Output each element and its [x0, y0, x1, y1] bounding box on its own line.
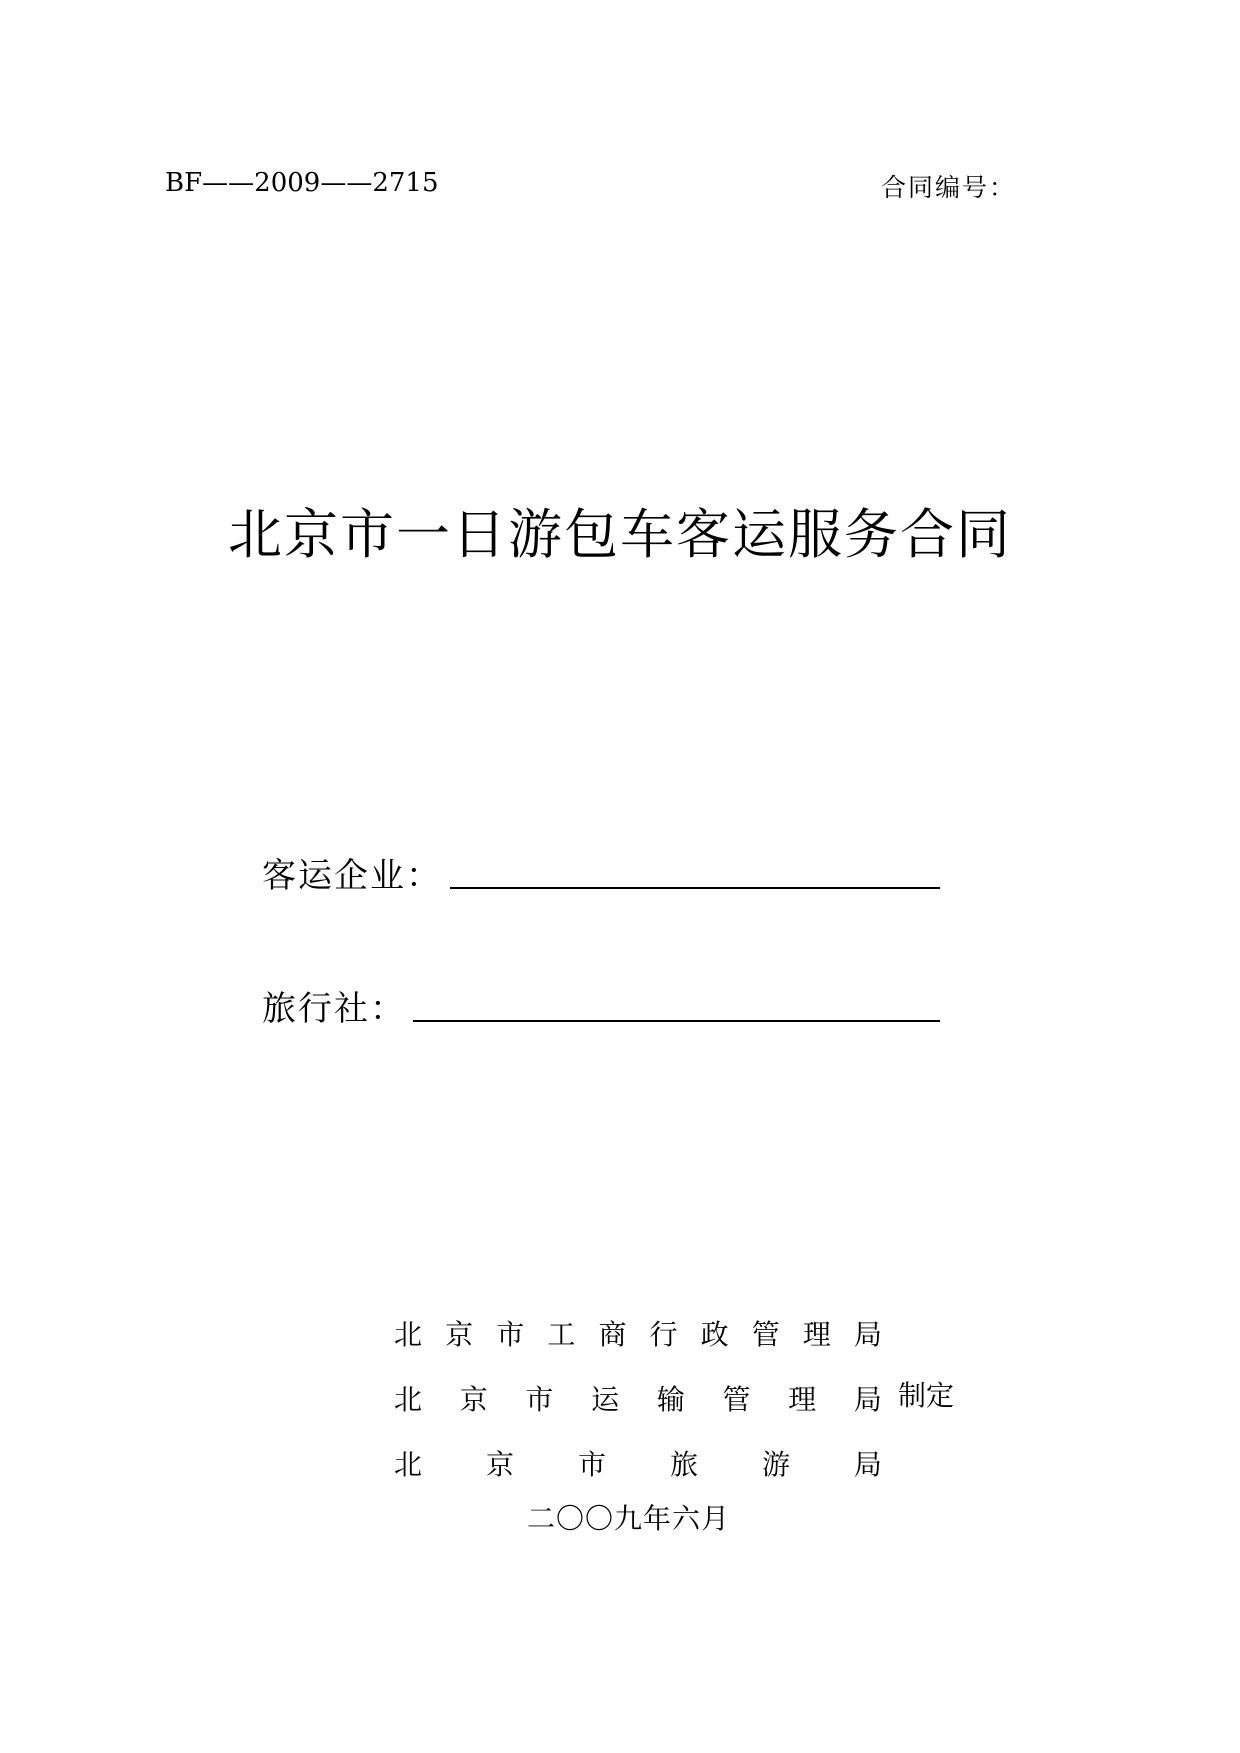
issuer-char: 行	[649, 1318, 678, 1351]
issuer-char: 京	[459, 1383, 488, 1416]
contract-title: 北京市一日游包车客运服务合同	[228, 503, 1012, 566]
issuer-char: 北	[394, 1448, 423, 1481]
issuer-char: 局	[853, 1318, 882, 1351]
issuer-char: 商	[598, 1318, 627, 1351]
issuer-char: 工	[547, 1318, 576, 1351]
issuer-saic	[394, 1313, 882, 1353]
issuer-char: 管	[722, 1383, 751, 1416]
form-code: BF——2009——2715	[165, 168, 439, 198]
travel-agency-blank[interactable]	[413, 1020, 940, 1022]
issuer-transport	[394, 1378, 882, 1418]
issue-date: 二〇〇九年六月	[527, 1502, 731, 1535]
issuer-char: 市	[496, 1318, 525, 1351]
issuer-char: 政	[700, 1318, 729, 1351]
issuer-char: 游	[761, 1448, 790, 1481]
contract-number-label: 合同编号：	[880, 173, 1016, 202]
issuer-char: 局	[853, 1383, 882, 1416]
issuer-char: 管	[751, 1318, 780, 1351]
issuer-char: 北	[394, 1318, 423, 1351]
issuer-char: 市	[525, 1383, 554, 1416]
issuer-char: 旅	[669, 1448, 698, 1481]
issuer-char: 北	[394, 1383, 423, 1416]
issuer-char: 京	[445, 1318, 474, 1351]
issuer-char: 京	[485, 1448, 514, 1481]
issuer-char: 运	[591, 1383, 620, 1416]
bus-company-label: 客运企业：	[262, 856, 442, 896]
bus-company-blank[interactable]	[450, 887, 940, 889]
issuer-char: 理	[788, 1383, 817, 1416]
issuer-char: 理	[802, 1318, 831, 1351]
issuer-char: 局	[853, 1448, 882, 1481]
issuer-char: 市	[577, 1448, 606, 1481]
issuer-tourism	[394, 1443, 882, 1483]
travel-agency-label: 旅行社：	[262, 989, 406, 1029]
issuer-char: 输	[656, 1383, 685, 1416]
issued-by-suffix: 制定	[898, 1379, 955, 1412]
